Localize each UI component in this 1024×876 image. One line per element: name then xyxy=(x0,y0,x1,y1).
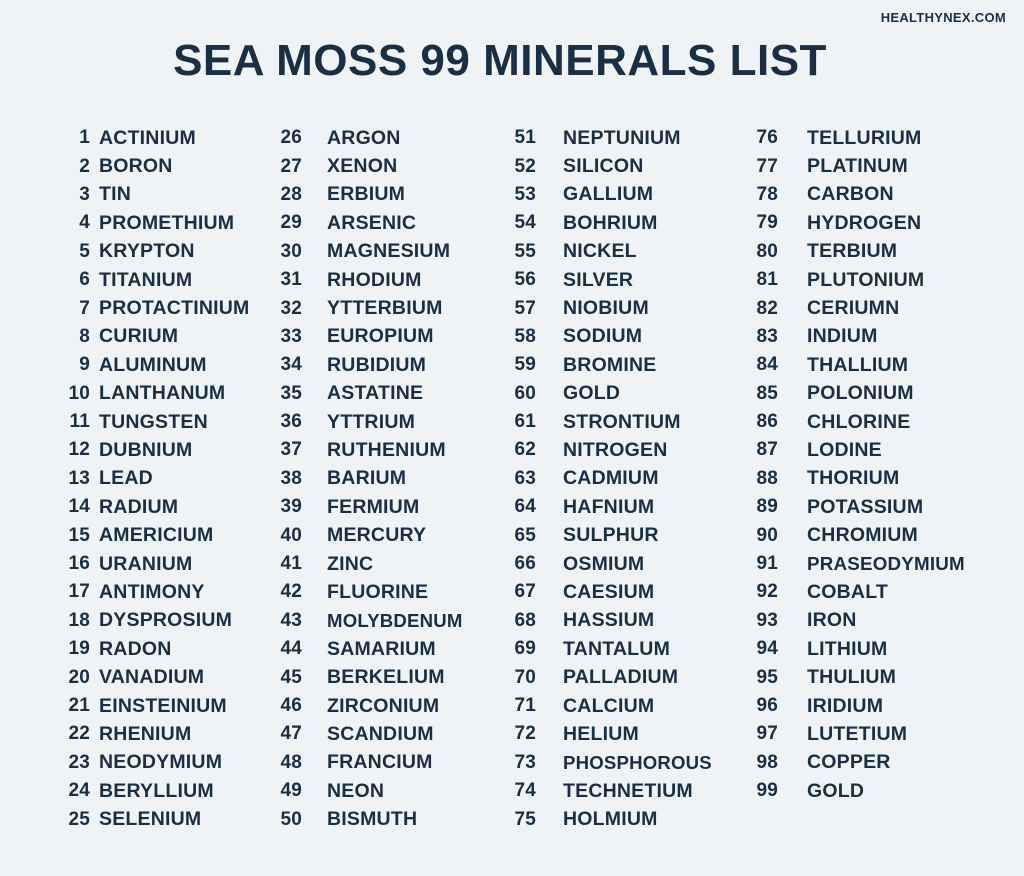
mineral-name: TELLURIUM xyxy=(807,126,922,149)
mineral-number: 91 xyxy=(756,553,778,575)
mineral-number: 32 xyxy=(280,297,302,319)
mineral-item xyxy=(502,635,752,663)
mineral-number: 9 xyxy=(79,354,90,376)
mineral-name: HYDROGEN xyxy=(807,211,922,234)
mineral-number: 21 xyxy=(68,695,90,716)
mineral-item xyxy=(502,380,752,408)
mineral-number: 53 xyxy=(514,183,536,205)
mineral-name: HOLMIUM xyxy=(563,808,658,831)
minerals-list xyxy=(0,124,1024,844)
mineral-item xyxy=(268,209,518,237)
mineral-number: 43 xyxy=(280,609,302,631)
mineral-number: 13 xyxy=(68,467,90,489)
mineral-number: 85 xyxy=(756,382,778,404)
mineral-number: 30 xyxy=(280,240,302,262)
mineral-name: CHROMIUM xyxy=(807,524,919,547)
mineral-number: 41 xyxy=(280,553,302,575)
mineral-number: 50 xyxy=(280,808,302,830)
mineral-name: PROTACTINIUM xyxy=(99,297,250,320)
mineral-number: 52 xyxy=(514,155,536,177)
mineral-item xyxy=(268,607,518,635)
mineral-number: 34 xyxy=(280,354,302,376)
mineral-name: BORON xyxy=(99,155,173,178)
mineral-item xyxy=(744,323,994,351)
mineral-name: NITROGEN xyxy=(563,438,668,461)
mineral-item xyxy=(744,635,994,663)
mineral-name: ANTIMONY xyxy=(99,580,205,603)
mineral-number: 20 xyxy=(68,666,90,688)
mineral-name: THORIUM xyxy=(807,467,900,490)
mineral-name: NEODYMIUM xyxy=(99,751,223,774)
mineral-number: 98 xyxy=(756,751,778,773)
mineral-name: EINSTEINIUM xyxy=(99,694,227,717)
mineral-item xyxy=(502,749,752,777)
mineral-name: TECHNETIUM xyxy=(563,779,693,802)
mineral-name: MOLYBDENUM xyxy=(327,609,463,631)
minerals-column-4 xyxy=(744,124,994,805)
mineral-item xyxy=(744,266,994,294)
mineral-name: BOHRIUM xyxy=(563,211,658,234)
mineral-number: 40 xyxy=(280,524,302,546)
mineral-name: ACTINIUM xyxy=(99,126,196,149)
mineral-number: 8 xyxy=(79,325,90,347)
mineral-name: RHENIUM xyxy=(99,722,192,745)
mineral-name: PROMETHIUM xyxy=(99,211,235,234)
mineral-name: ZINC xyxy=(327,552,374,575)
mineral-name: GALLIUM xyxy=(563,183,654,206)
mineral-name: DUBNIUM xyxy=(99,438,193,461)
mineral-name: SAMARIUM xyxy=(327,637,436,660)
mineral-name: CALCIUM xyxy=(563,694,655,717)
mineral-number: 11 xyxy=(69,411,90,433)
mineral-number: 84 xyxy=(756,354,778,376)
mineral-item xyxy=(268,521,518,549)
mineral-item xyxy=(268,294,518,322)
mineral-name: NICKEL xyxy=(563,240,637,263)
mineral-item xyxy=(744,550,994,578)
mineral-name: ZIRCONIUM xyxy=(327,694,440,717)
mineral-item xyxy=(502,493,752,521)
mineral-item xyxy=(502,294,752,322)
mineral-number: 73 xyxy=(514,751,536,773)
mineral-name: SILVER xyxy=(563,268,634,291)
mineral-number: 61 xyxy=(514,411,536,433)
mineral-name: FLUORINE xyxy=(327,580,429,603)
mineral-number: 74 xyxy=(514,780,536,802)
mineral-item xyxy=(268,152,518,180)
mineral-item xyxy=(268,351,518,379)
mineral-name: LODINE xyxy=(807,438,882,461)
mineral-name: OSMIUM xyxy=(563,552,645,575)
mineral-number: 72 xyxy=(514,723,536,745)
mineral-item xyxy=(744,663,994,691)
minerals-column-3 xyxy=(502,124,752,834)
mineral-number: 51 xyxy=(514,127,536,149)
mineral-name: BERYLLIUM xyxy=(99,779,214,802)
mineral-number: 82 xyxy=(756,297,778,319)
mineral-item xyxy=(268,635,518,663)
mineral-number: 86 xyxy=(756,411,778,433)
mineral-number: 15 xyxy=(68,524,90,546)
mineral-name: HASSIUM xyxy=(563,609,655,632)
mineral-item xyxy=(502,436,752,464)
mineral-number: 35 xyxy=(280,382,302,404)
mineral-number: 70 xyxy=(514,666,536,688)
mineral-item xyxy=(502,578,752,606)
mineral-number: 95 xyxy=(756,666,778,688)
mineral-name: SULPHUR xyxy=(563,524,659,547)
mineral-name: URANIUM xyxy=(99,552,193,575)
mineral-item xyxy=(268,266,518,294)
mineral-item xyxy=(744,777,994,805)
mineral-number: 71 xyxy=(514,695,536,716)
mineral-item xyxy=(502,465,752,493)
site-brand: HEALTHYNEX.COM xyxy=(880,10,1006,25)
mineral-item xyxy=(744,351,994,379)
mineral-name: VANADIUM xyxy=(99,666,205,689)
mineral-number: 3 xyxy=(79,183,90,205)
mineral-item xyxy=(744,749,994,777)
mineral-number: 16 xyxy=(68,553,90,575)
mineral-item xyxy=(502,124,752,152)
mineral-number: 28 xyxy=(280,183,302,205)
mineral-item xyxy=(268,578,518,606)
mineral-name: CADMIUM xyxy=(563,467,659,490)
mineral-name: ERBIUM xyxy=(327,183,406,206)
mineral-number: 19 xyxy=(68,638,90,660)
mineral-number: 80 xyxy=(756,240,778,262)
mineral-number: 75 xyxy=(514,808,536,830)
mineral-number: 69 xyxy=(514,638,536,660)
mineral-number: 5 xyxy=(79,240,90,262)
mineral-number: 77 xyxy=(756,155,778,177)
mineral-name: CARBON xyxy=(807,183,894,206)
mineral-number: 37 xyxy=(280,439,302,461)
mineral-name: BROMINE xyxy=(563,353,657,376)
mineral-number: 49 xyxy=(280,780,302,802)
mineral-item xyxy=(744,493,994,521)
mineral-name: TIN xyxy=(99,183,132,206)
mineral-number: 46 xyxy=(280,695,302,716)
mineral-item xyxy=(502,181,752,209)
mineral-name: NEON xyxy=(327,779,385,802)
mineral-item xyxy=(502,550,752,578)
mineral-item xyxy=(268,408,518,436)
mineral-name: RHODIUM xyxy=(327,268,422,291)
mineral-number: 62 xyxy=(514,439,536,461)
mineral-name: ARGON xyxy=(327,126,401,149)
mineral-name: KRYPTON xyxy=(99,240,195,263)
mineral-item xyxy=(268,805,518,833)
mineral-name: ARSENIC xyxy=(327,211,417,234)
mineral-item xyxy=(502,351,752,379)
mineral-item xyxy=(502,152,752,180)
mineral-number: 92 xyxy=(756,581,778,603)
mineral-number: 76 xyxy=(756,127,778,149)
mineral-name: FRANCIUM xyxy=(327,751,433,774)
mineral-name: RADIUM xyxy=(99,495,179,518)
mineral-number: 22 xyxy=(68,723,90,745)
mineral-item xyxy=(744,209,994,237)
mineral-number: 93 xyxy=(756,609,778,631)
mineral-item xyxy=(744,238,994,266)
mineral-number: 65 xyxy=(514,524,536,546)
mineral-name: HAFNIUM xyxy=(563,495,655,518)
mineral-number: 56 xyxy=(514,269,536,291)
mineral-item xyxy=(744,294,994,322)
mineral-item xyxy=(744,152,994,180)
mineral-number: 39 xyxy=(280,496,302,518)
mineral-item xyxy=(744,436,994,464)
mineral-name: TANTALUM xyxy=(563,637,671,660)
mineral-number: 7 xyxy=(79,297,90,319)
mineral-item xyxy=(502,805,752,833)
mineral-item xyxy=(268,720,518,748)
mineral-item xyxy=(502,607,752,635)
mineral-name: AMERICIUM xyxy=(99,524,214,547)
mineral-number: 25 xyxy=(68,808,90,830)
mineral-item xyxy=(268,380,518,408)
mineral-number: 90 xyxy=(756,524,778,546)
mineral-number: 26 xyxy=(280,127,302,149)
mineral-number: 38 xyxy=(280,467,302,489)
mineral-item xyxy=(744,124,994,152)
mineral-item xyxy=(502,209,752,237)
mineral-number: 18 xyxy=(68,609,90,631)
minerals-column-2 xyxy=(268,124,518,834)
mineral-name: THALLIUM xyxy=(807,353,909,376)
mineral-number: 45 xyxy=(280,666,302,688)
mineral-name: PLUTONIUM xyxy=(807,268,925,291)
mineral-number: 79 xyxy=(756,212,778,234)
mineral-item xyxy=(268,124,518,152)
mineral-item xyxy=(744,692,994,720)
mineral-number: 55 xyxy=(514,240,536,262)
mineral-name: TERBIUM xyxy=(807,240,898,263)
mineral-name: COPPER xyxy=(807,751,891,774)
mineral-number: 88 xyxy=(756,467,778,489)
mineral-item xyxy=(268,181,518,209)
mineral-item xyxy=(502,238,752,266)
mineral-name: MERCURY xyxy=(327,524,427,547)
mineral-name: NEPTUNIUM xyxy=(563,126,681,149)
mineral-item xyxy=(502,323,752,351)
mineral-name: LEAD xyxy=(99,467,153,490)
mineral-name: ALUMINUM xyxy=(99,353,207,376)
mineral-item xyxy=(502,521,752,549)
mineral-number: 99 xyxy=(756,780,778,802)
mineral-item xyxy=(268,238,518,266)
mineral-name: IRIDIUM xyxy=(807,694,884,717)
mineral-name: THULIUM xyxy=(807,666,897,689)
mineral-number: 67 xyxy=(514,581,536,603)
mineral-number: 78 xyxy=(756,183,778,205)
mineral-name: XENON xyxy=(327,155,398,178)
mineral-number: 81 xyxy=(756,269,778,291)
mineral-item xyxy=(744,521,994,549)
mineral-number: 68 xyxy=(514,609,536,631)
mineral-number: 97 xyxy=(756,723,778,745)
mineral-name: TUNGSTEN xyxy=(99,410,208,433)
mineral-name: MAGNESIUM xyxy=(327,240,451,263)
mineral-name: INDIUM xyxy=(807,325,878,348)
mineral-number: 48 xyxy=(280,751,302,773)
mineral-number: 60 xyxy=(514,382,536,404)
mineral-item xyxy=(502,408,752,436)
mineral-number: 10 xyxy=(68,382,90,404)
mineral-item xyxy=(268,692,518,720)
mineral-name: GOLD xyxy=(807,779,865,802)
mineral-number: 33 xyxy=(280,325,302,347)
mineral-item xyxy=(744,720,994,748)
mineral-item xyxy=(502,266,752,294)
mineral-number: 23 xyxy=(68,751,90,773)
mineral-name: RUTHENIUM xyxy=(327,438,446,461)
mineral-number: 4 xyxy=(79,212,90,234)
mineral-item xyxy=(744,465,994,493)
mineral-name: SILICON xyxy=(563,155,644,178)
page-title: SEA MOSS 99 MINERALS LIST xyxy=(173,36,827,85)
mineral-number: 1 xyxy=(79,127,90,149)
mineral-number: 63 xyxy=(514,467,536,489)
mineral-number: 59 xyxy=(514,354,536,376)
mineral-number: 94 xyxy=(756,638,778,660)
mineral-number: 2 xyxy=(79,155,90,177)
mineral-number: 47 xyxy=(280,723,302,745)
mineral-number: 66 xyxy=(514,553,536,575)
mineral-item xyxy=(268,663,518,691)
mineral-name: BERKELIUM xyxy=(327,666,445,689)
mineral-name: GOLD xyxy=(563,382,621,405)
mineral-number: 64 xyxy=(514,496,536,518)
mineral-item xyxy=(268,749,518,777)
mineral-name: BISMUTH xyxy=(327,808,418,831)
mineral-name: LUTETIUM xyxy=(807,722,908,745)
mineral-number: 36 xyxy=(280,411,302,433)
mineral-name: COBALT xyxy=(807,580,888,603)
mineral-item xyxy=(268,493,518,521)
mineral-name: LITHIUM xyxy=(807,637,888,660)
mineral-item xyxy=(268,777,518,805)
mineral-name: STRONTIUM xyxy=(563,410,681,433)
mineral-number: 31 xyxy=(280,269,302,291)
mineral-item xyxy=(502,663,752,691)
mineral-name: PHOSPHOROUS xyxy=(563,751,712,773)
mineral-number: 24 xyxy=(68,780,90,802)
mineral-item xyxy=(268,465,518,493)
mineral-number: 17 xyxy=(68,581,90,603)
mineral-item xyxy=(502,777,752,805)
mineral-number: 54 xyxy=(514,212,536,234)
mineral-name: BARIUM xyxy=(327,467,407,490)
mineral-name: PALLADIUM xyxy=(563,666,679,689)
mineral-item xyxy=(502,692,752,720)
mineral-number: 96 xyxy=(756,695,778,716)
mineral-name: CERIUMN xyxy=(807,297,900,320)
mineral-name: POTASSIUM xyxy=(807,495,924,518)
mineral-number: 27 xyxy=(280,155,302,177)
mineral-name: SELENIUM xyxy=(99,808,202,831)
mineral-number: 87 xyxy=(756,439,778,461)
mineral-name: SCANDIUM xyxy=(327,722,434,745)
mineral-name: EUROPIUM xyxy=(327,325,434,348)
mineral-number: 42 xyxy=(280,581,302,603)
mineral-item xyxy=(744,380,994,408)
mineral-name: DYSPROSIUM xyxy=(99,609,233,632)
mineral-number: 6 xyxy=(79,269,90,291)
mineral-name: CURIUM xyxy=(99,325,179,348)
mineral-name: RADON xyxy=(99,637,172,660)
mineral-name: IRON xyxy=(807,609,857,632)
mineral-name: PLATINUM xyxy=(807,155,908,178)
mineral-number: 89 xyxy=(756,496,778,518)
mineral-name: LANTHANUM xyxy=(99,382,226,405)
mineral-name: PRASEODYMIUM xyxy=(807,553,965,575)
mineral-number: 58 xyxy=(514,325,536,347)
mineral-name: YTTERBIUM xyxy=(327,297,443,320)
mineral-item xyxy=(744,408,994,436)
mineral-name: TITANIUM xyxy=(99,268,193,291)
mineral-name: FERMIUM xyxy=(327,495,420,518)
mineral-number: 29 xyxy=(280,212,302,234)
mineral-name: HELIUM xyxy=(563,722,639,745)
mineral-number: 57 xyxy=(514,297,536,319)
mineral-item xyxy=(268,436,518,464)
mineral-name: SODIUM xyxy=(563,325,643,348)
mineral-name: POLONIUM xyxy=(807,382,914,405)
mineral-item xyxy=(502,720,752,748)
mineral-item xyxy=(744,607,994,635)
mineral-name: CHLORINE xyxy=(807,410,911,433)
mineral-name: NIOBIUM xyxy=(563,297,649,320)
mineral-item xyxy=(268,323,518,351)
mineral-name: YTTRIUM xyxy=(327,410,416,433)
mineral-name: RUBIDIUM xyxy=(327,353,427,376)
mineral-item xyxy=(744,181,994,209)
mineral-item xyxy=(744,578,994,606)
mineral-number: 44 xyxy=(280,638,302,660)
mineral-number: 12 xyxy=(68,439,90,461)
mineral-number: 83 xyxy=(756,325,778,347)
mineral-name: CAESIUM xyxy=(563,580,655,603)
mineral-item xyxy=(268,550,518,578)
mineral-number: 14 xyxy=(68,496,90,518)
mineral-name: ASTATINE xyxy=(327,382,424,405)
